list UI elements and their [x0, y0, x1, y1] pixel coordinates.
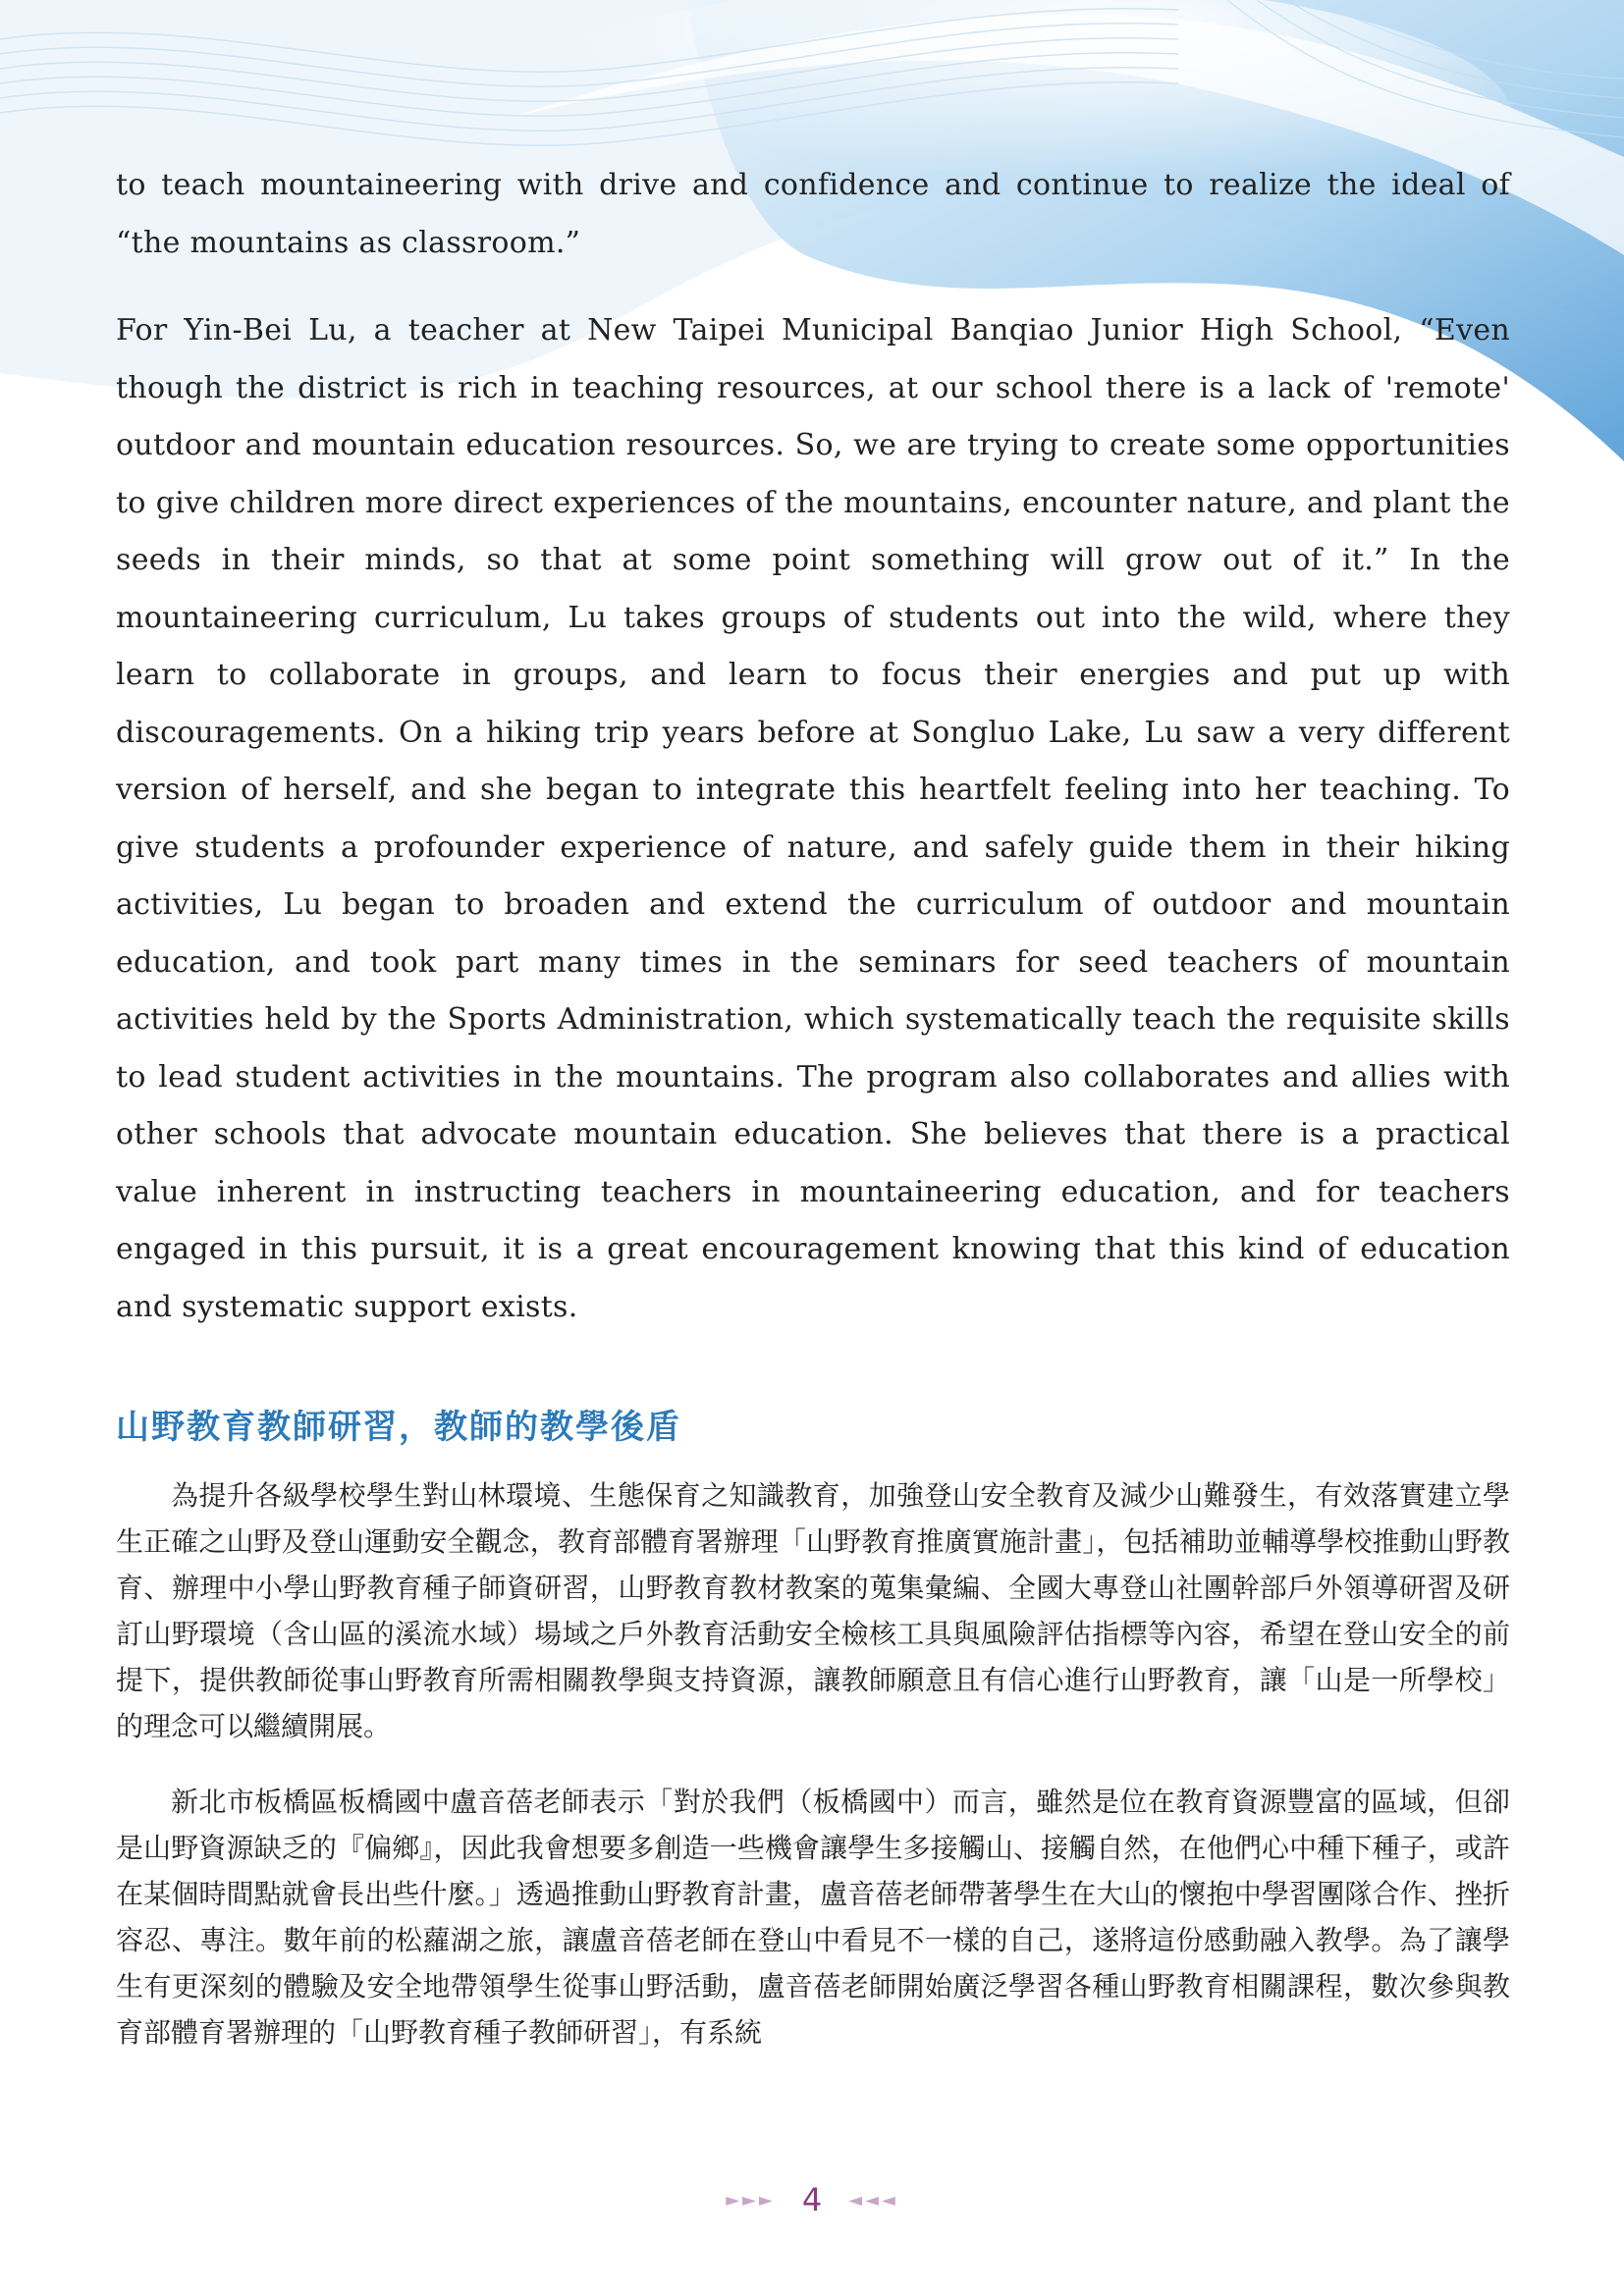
chinese-paragraph-teacher-lu: 新北市板橋區板橋國中盧音蓓老師表示「對於我們（板橋國中）而言，雖然是位在教育資源豐富的區域，但卻是山野資源缺乏的『偏鄉』，因此我會想要多創造一些機會讓學生多接觸山、接觸自然，在他們心中種下種子，或許在某個時間點就會長出些什麼。」透過推動山野教育計畫，盧音蓓老師帶著學生在大山的懷抱中學習團隊合作、挫折容忍、專注。數年前的松蘿湖之旅，讓盧音蓓老師在登山中看見不一樣的自己，遂將這份感動融入教學。為了讓學生有更深刻的體驗及安全地帶領學生從事山野活動，盧音蓓老師開始廣泛學習各種山野教育相關課程，數次參與教育部體育署辦理的「山野教育種子教師研習」，有系統 [116, 1786, 1510, 2049]
section-heading: 山野教育教師研習，教師的教學後盾 [116, 1408, 681, 1447]
page-number: 4 [801, 2181, 823, 2218]
left-arrows-icon: ►►► [726, 2189, 776, 2211]
chinese-paragraph-program: 為提升各級學校學生對山林環境、生態保育之知識教育，加強登山安全教育及減少山難發生，有效落實建立學生正確之山野及登山運動安全觀念，教育部體育署辦理「山野教育推廣實施計畫」，包括補助並輔導學校推動山野教育、辦理中小學山野教育種子師資研習，山野教育教材教案的蒐集彙編、全國大專登山社團幹部戶外領導研習及研訂山野環境（含山區的溪流水域）場域之戶外教育活動安全檢核工具與風險評估指標等內容，希望在登山安全的前提下，提供教師從事山野教育所需相關教學與支持資源，讓教師願意且有信心進行山野教育，讓「山是一所學校」的理念可以繼續開展。 [116, 1479, 1510, 1742]
english-section [116, 157, 1510, 1336]
page-footer [0, 2181, 1624, 2218]
english-paragraph-continued: to teach mountaineering with drive and confidence and continue to realize the ideal of “the mountains as classroom.” [116, 168, 1510, 260]
right-arrows-icon: ◄◄◄ [848, 2189, 898, 2211]
chinese-section [116, 1472, 1510, 2056]
english-paragraph-yin-bei-lu: For Yin-Bei Lu, a teacher at New Taipei Municipal Banqiao Junior High School, “Even though the district is rich in teaching resources, at our school there is a lack of 'remote' outdoor and mountain education resources. So, we are trying to create some opportunities to give children more direct experiences of the mountains, encounter nature, and plant the seeds in their minds, so that at some point something will grow out of it.” In the mountaineering curriculum, Lu takes groups of students out into the wild, where they learn to collaborate in groups, and learn to focus their energies and put up with discouragements. On a hiking trip years before at Songluo Lake, Lu saw a very different version of herself, and she began to integrate this heartfelt feeling into her teaching. To give students a profounder experience of nature, and safely guide them in their hiking activities, Lu began to broaden and extend the curriculum of outdoor and mountain education, and took part many times in the seminars for seed teachers of mountain activities held by the Sports Administration, which systematically teach the requisite skills to lead student activities in the mountains. The program also collaborates and allies with other schools that advocate mountain education. She believes that there is a practical value inherent in instructing teachers in mountaineering education, and for teachers engaged in this pursuit, it is a great encouragement knowing that this kind of education and systematic support exists. [116, 313, 1510, 1324]
page-content [116, 157, 1510, 2049]
